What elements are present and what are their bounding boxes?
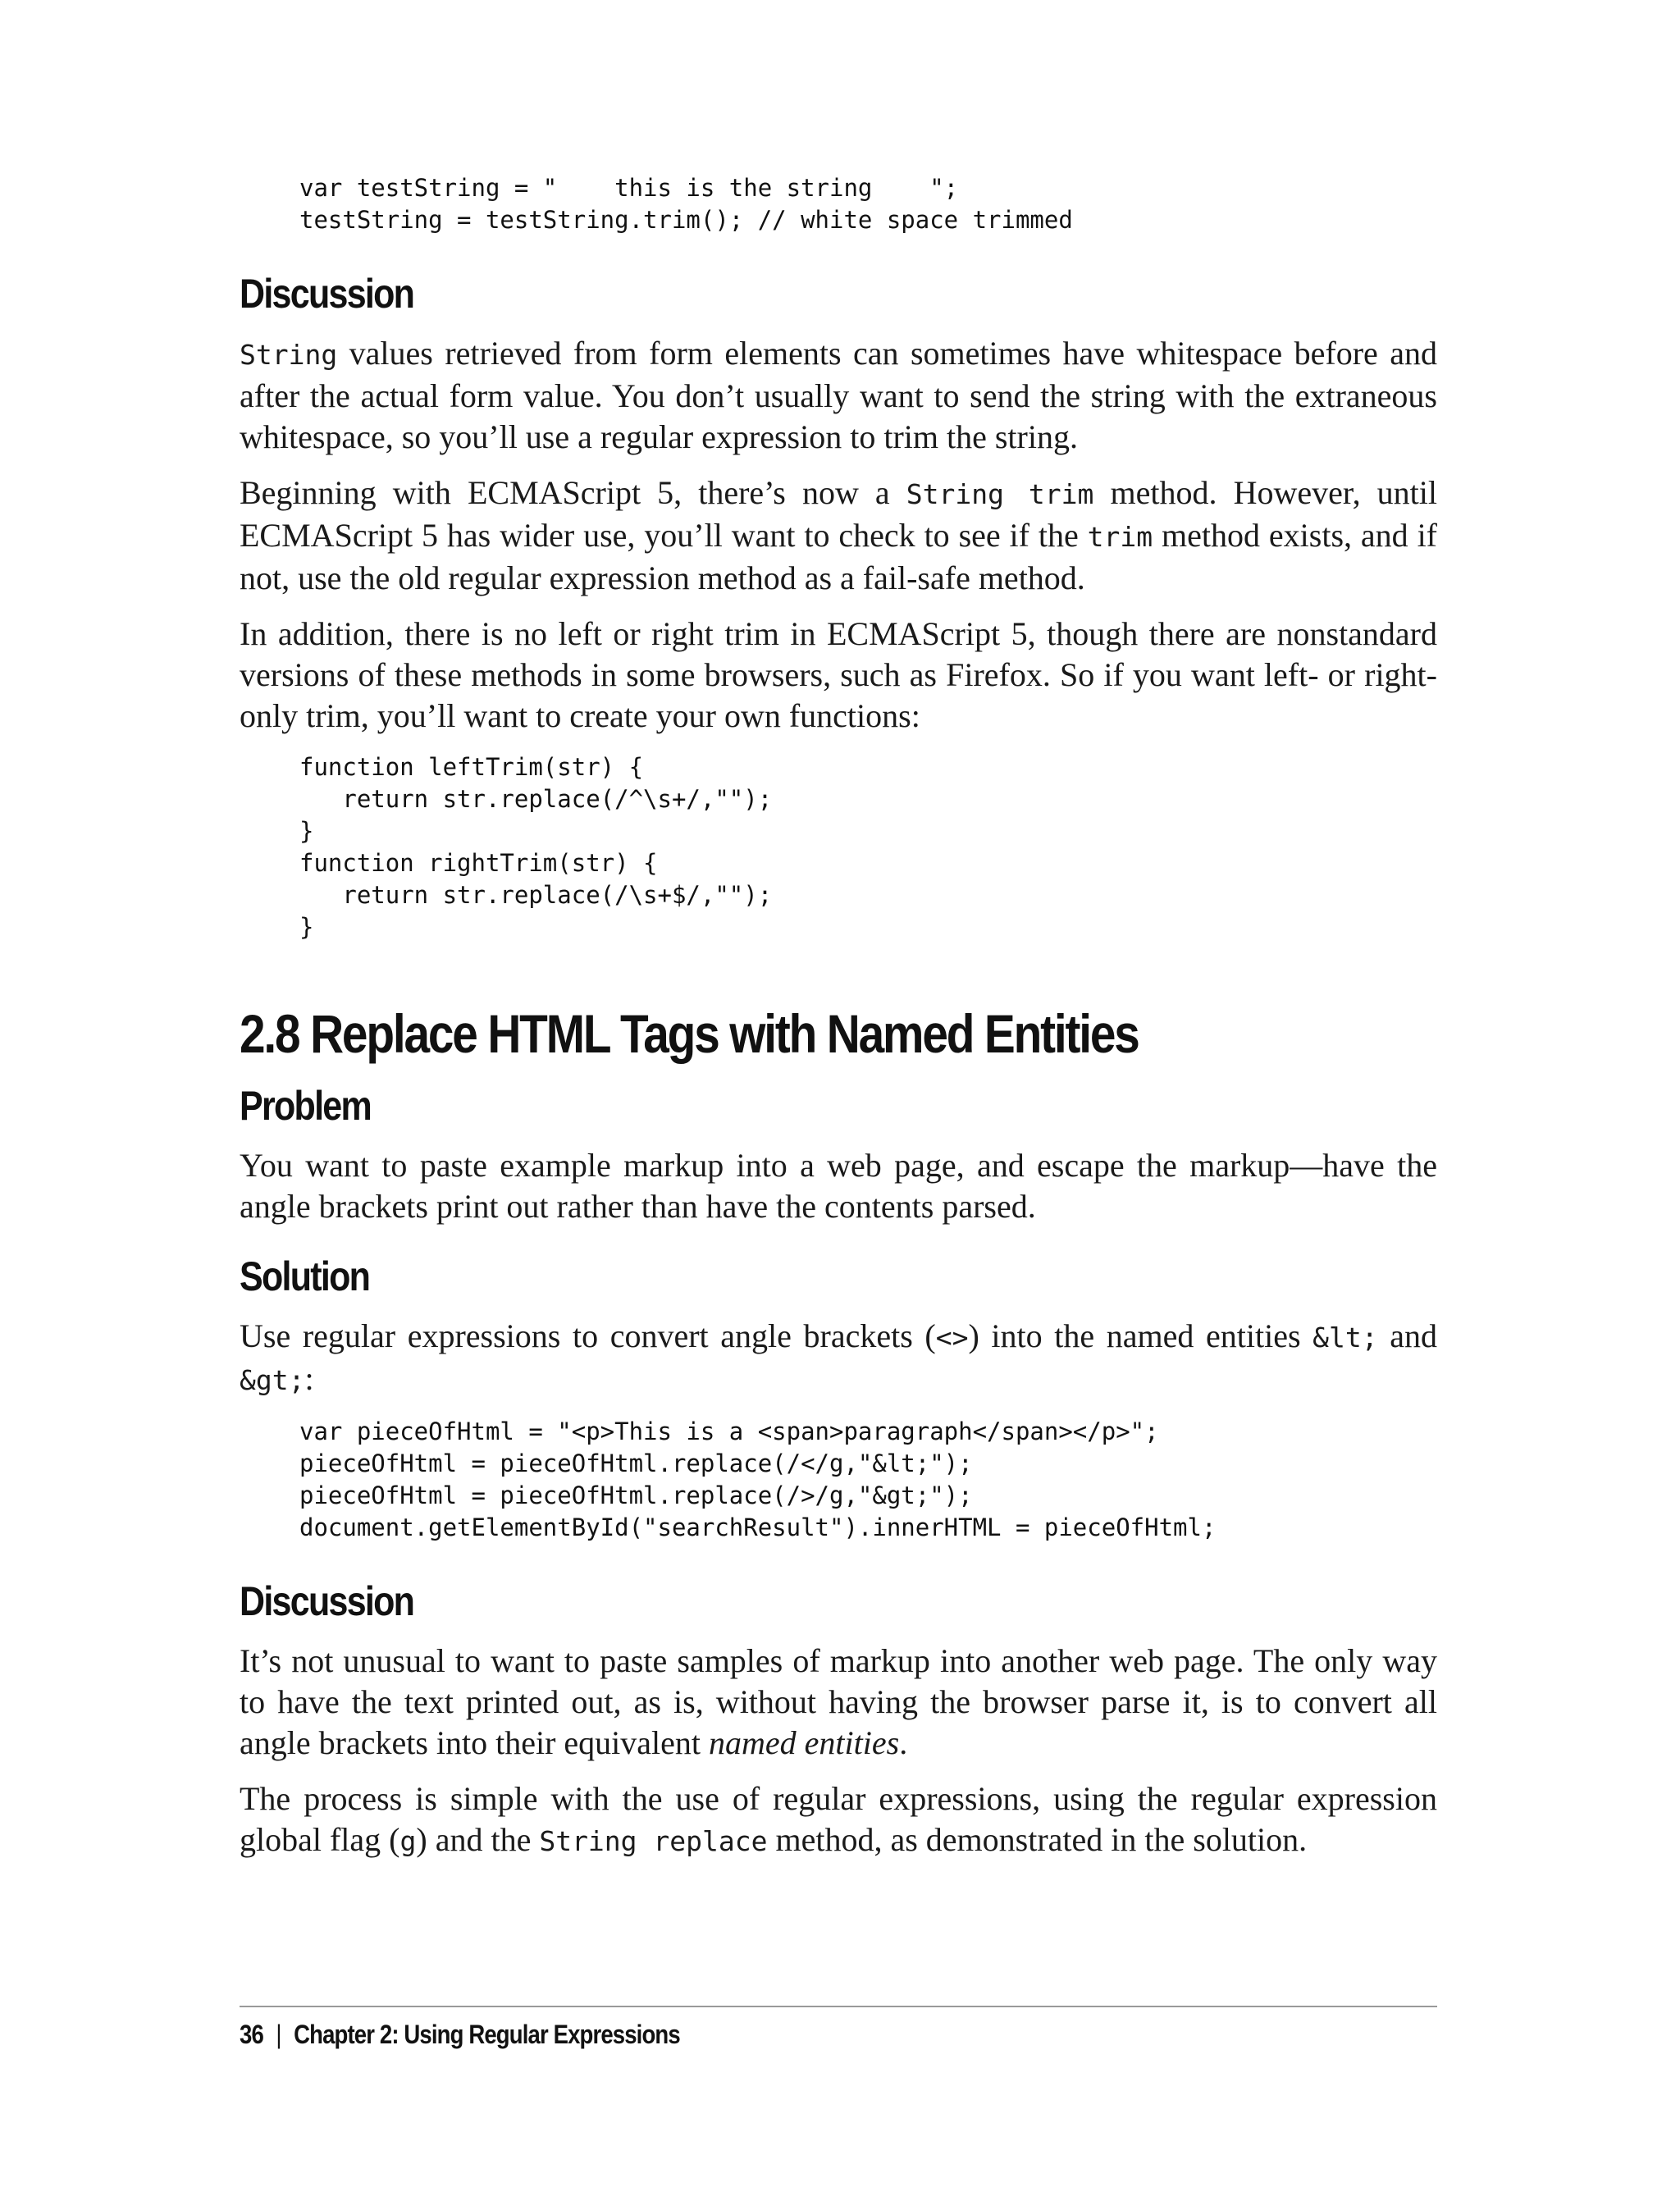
inline-code: &gt;	[240, 1364, 305, 1396]
discussion2-paragraph-1	[240, 1641, 1437, 1764]
discussion2-paragraph-2	[240, 1778, 1437, 1862]
paragraph-text: ) into the named entities	[968, 1317, 1313, 1354]
paragraph-text: ) and the	[416, 1821, 540, 1858]
paragraph-text: and	[1377, 1317, 1437, 1354]
solution-heading: Solution	[240, 1253, 370, 1299]
paragraph-text: values retrieved from form elements can sometimes have whitespace before and after the actual form value. You don’t usually want to send the string with the extraneous whitespace, so you’ll use a regular expression to trim the string.	[240, 335, 1437, 455]
footer-divider	[240, 2006, 1437, 2007]
inline-code: g	[399, 1825, 417, 1857]
code-block-trim-example: var testString = " this is the string "; testString = testString.trim(); // white space trimmed	[299, 174, 1073, 234]
page-footer	[240, 2020, 680, 2050]
code-block-trim-functions: function leftTrim(str) { return str.replace(/^\s+/,""); } function rightTrim(str) { return str.replace(/\s+$/,""); }	[299, 753, 773, 941]
code-block-replace-entities: var pieceOfHtml = "<p>This is a <span>paragraph</span></p>"; pieceOfHtml = pieceOfHtml.replace(/</g,"&lt;"); pieceOfHtml = pieceOfHtml.replace(/>/g,"&gt;"); document.getElementById("searchResult").innerHTML = pieceOfHtml;	[299, 1418, 1217, 1541]
paragraph-text: Beginning with ECMAScript 5, there’s now a	[240, 474, 906, 511]
discussion-paragraph-2	[240, 472, 1437, 599]
inline-code: &lt;	[1312, 1322, 1378, 1354]
paragraph-text: The process is simple with the use of regular expressions, using the regular expression global flag (	[240, 1780, 1437, 1858]
discussion-paragraph-3: In addition, there is no left or right trim in ECMAScript 5, though there are nonstandard versions of these methods in some browsers, such as Firefox. So if you want left- or right-only trim, you’ll want to create your own functions:	[240, 615, 1437, 734]
discussion-heading-2: Discussion	[240, 1578, 414, 1624]
footer-separator: |	[276, 2020, 281, 2049]
page-number: 36	[240, 2020, 263, 2049]
inline-code: String replace	[539, 1825, 768, 1857]
discussion-paragraph-1	[240, 333, 1437, 458]
inline-code: <>	[935, 1322, 969, 1354]
problem-heading: Problem	[240, 1083, 372, 1129]
paragraph-text: :	[304, 1360, 314, 1397]
problem-paragraph: You want to paste example markup into a web page, and escape the markup—have the angle brackets print out rather than have the contents parsed.	[240, 1147, 1437, 1225]
solution-paragraph	[240, 1316, 1437, 1401]
paragraph-text: Use regular expressions to convert angle brackets (	[240, 1317, 936, 1354]
discussion-heading: Discussion	[240, 271, 414, 317]
inline-code: String trim	[906, 478, 1094, 510]
paragraph-text: method, as demonstrated in the solution.	[767, 1821, 1308, 1858]
paragraph-text: It’s not unusual to want to paste samples of markup into another web page. The only way to have the text printed out, as is, without having the browser parse it, is to convert all angle brackets into their equivalent	[240, 1642, 1437, 1761]
paragraph-text: .	[899, 1724, 908, 1761]
paragraph-text: method exists, and if not, use the old regular expression method as a fail-safe method.	[240, 517, 1438, 596]
paragraph-text: method. However, until ECMAScript 5 has wider use, you’ll want to check to see if the	[240, 474, 1437, 554]
inline-code: trim	[1087, 521, 1153, 553]
chapter-title: Chapter 2: Using Regular Expressions	[294, 2020, 680, 2049]
emphasis-text: named entities	[709, 1724, 900, 1761]
section-title: 2.8 Replace HTML Tags with Named Entities	[240, 1003, 1139, 1064]
inline-code: String	[240, 339, 338, 371]
book-page	[240, 172, 1437, 1862]
